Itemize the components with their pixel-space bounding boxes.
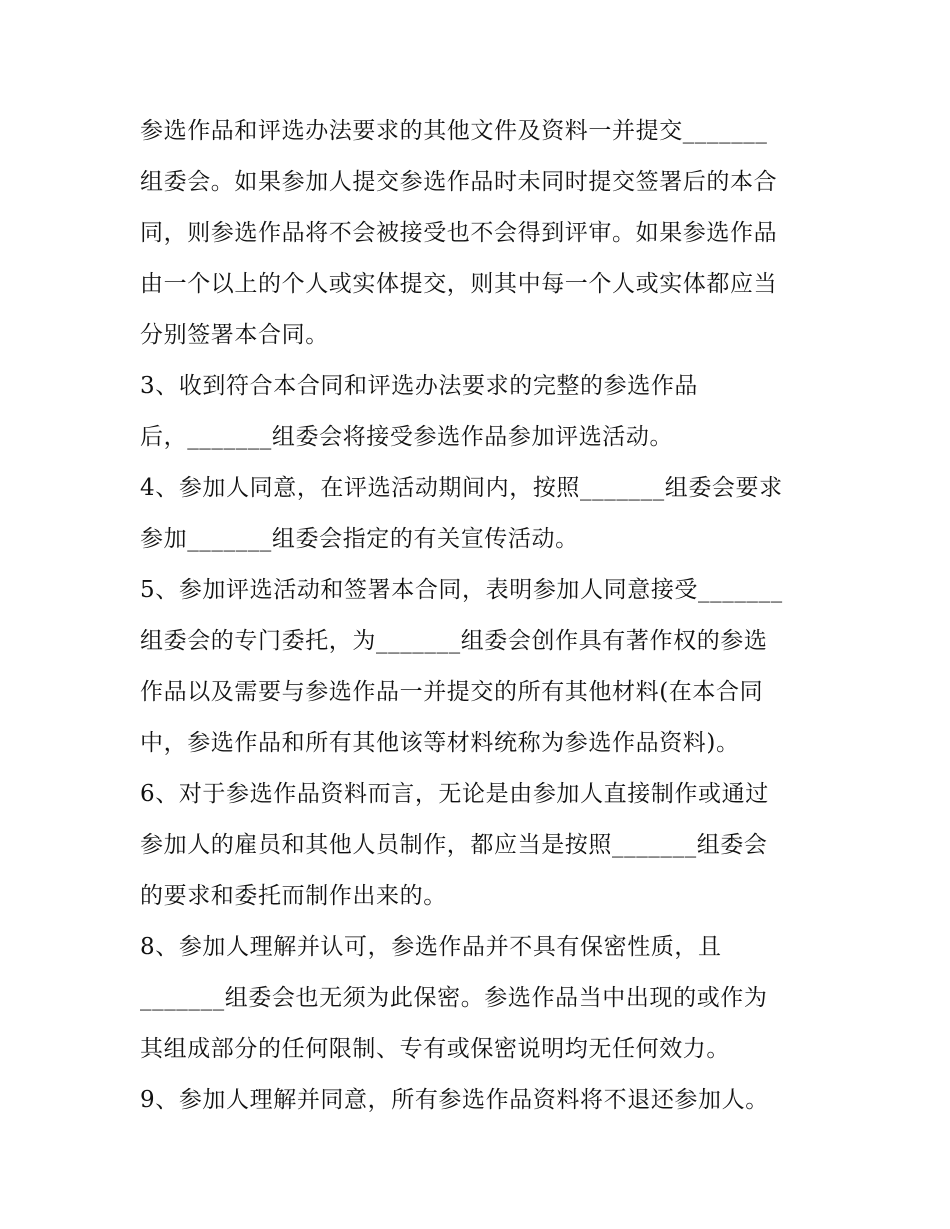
paragraph-line: 组委会。如果参加人提交参选作品时未同时提交签署后的本合 <box>140 169 778 195</box>
item-5-line: 组委会的专门委托，为_______组委会创作具有著作权的参选 <box>140 628 768 654</box>
item-4-line: 参加_______组委会指定的有关宣传活动。 <box>140 526 579 552</box>
item-5-line: 中，参选作品和所有其他该等材料统称为参选作品资料)。 <box>140 730 740 756</box>
paragraph-line: 由一个以上的个人或实体提交，则其中每一个人或实体都应当 <box>140 271 778 297</box>
paragraph-line: 同，则参选作品将不会被接受也不会得到评审。如果参选作品 <box>140 220 778 246</box>
item-3-line: 后，_______组委会将接受参选作品参加评选活动。 <box>140 424 674 450</box>
item-6-line: 的要求和委托而制作出来的。 <box>140 883 447 909</box>
item-8-line: 8、参加人理解并认可，参选作品并不具有保密性质，且 <box>140 934 722 960</box>
item-8-line: _______组委会也无须为此保密。参选作品当中出现的或作为 <box>140 985 768 1011</box>
paragraph-line: 分别签署本合同。 <box>140 322 329 348</box>
item-6-line: 6、对于参选作品资料而言，无论是由参加人直接制作或通过 <box>140 781 769 807</box>
item-6-line: 参加人的雇员和其他人员制作，都应当是按照_______组委会 <box>140 832 768 858</box>
item-8-line: 其组成部分的任何限制、专有或保密说明均无任何效力。 <box>140 1036 730 1062</box>
item-4-line: 4、参加人同意，在评选活动期间内，按照_______组委会要求 <box>140 475 783 501</box>
item-5-line: 作品以及需要与参选作品一并提交的所有其他材料(在本合同 <box>140 679 764 705</box>
item-5-line: 5、参加评选活动和签署本合同，表明参加人同意接受_______ <box>140 577 783 603</box>
item-9-line: 9、参加人理解并同意，所有参选作品资料将不退还参加人。 <box>140 1087 769 1113</box>
item-3-line: 3、收到符合本合同和评选办法要求的完整的参选作品 <box>140 373 699 399</box>
paragraph-line: 参选作品和评选办法要求的其他文件及资料一并提交_______ <box>140 118 768 144</box>
